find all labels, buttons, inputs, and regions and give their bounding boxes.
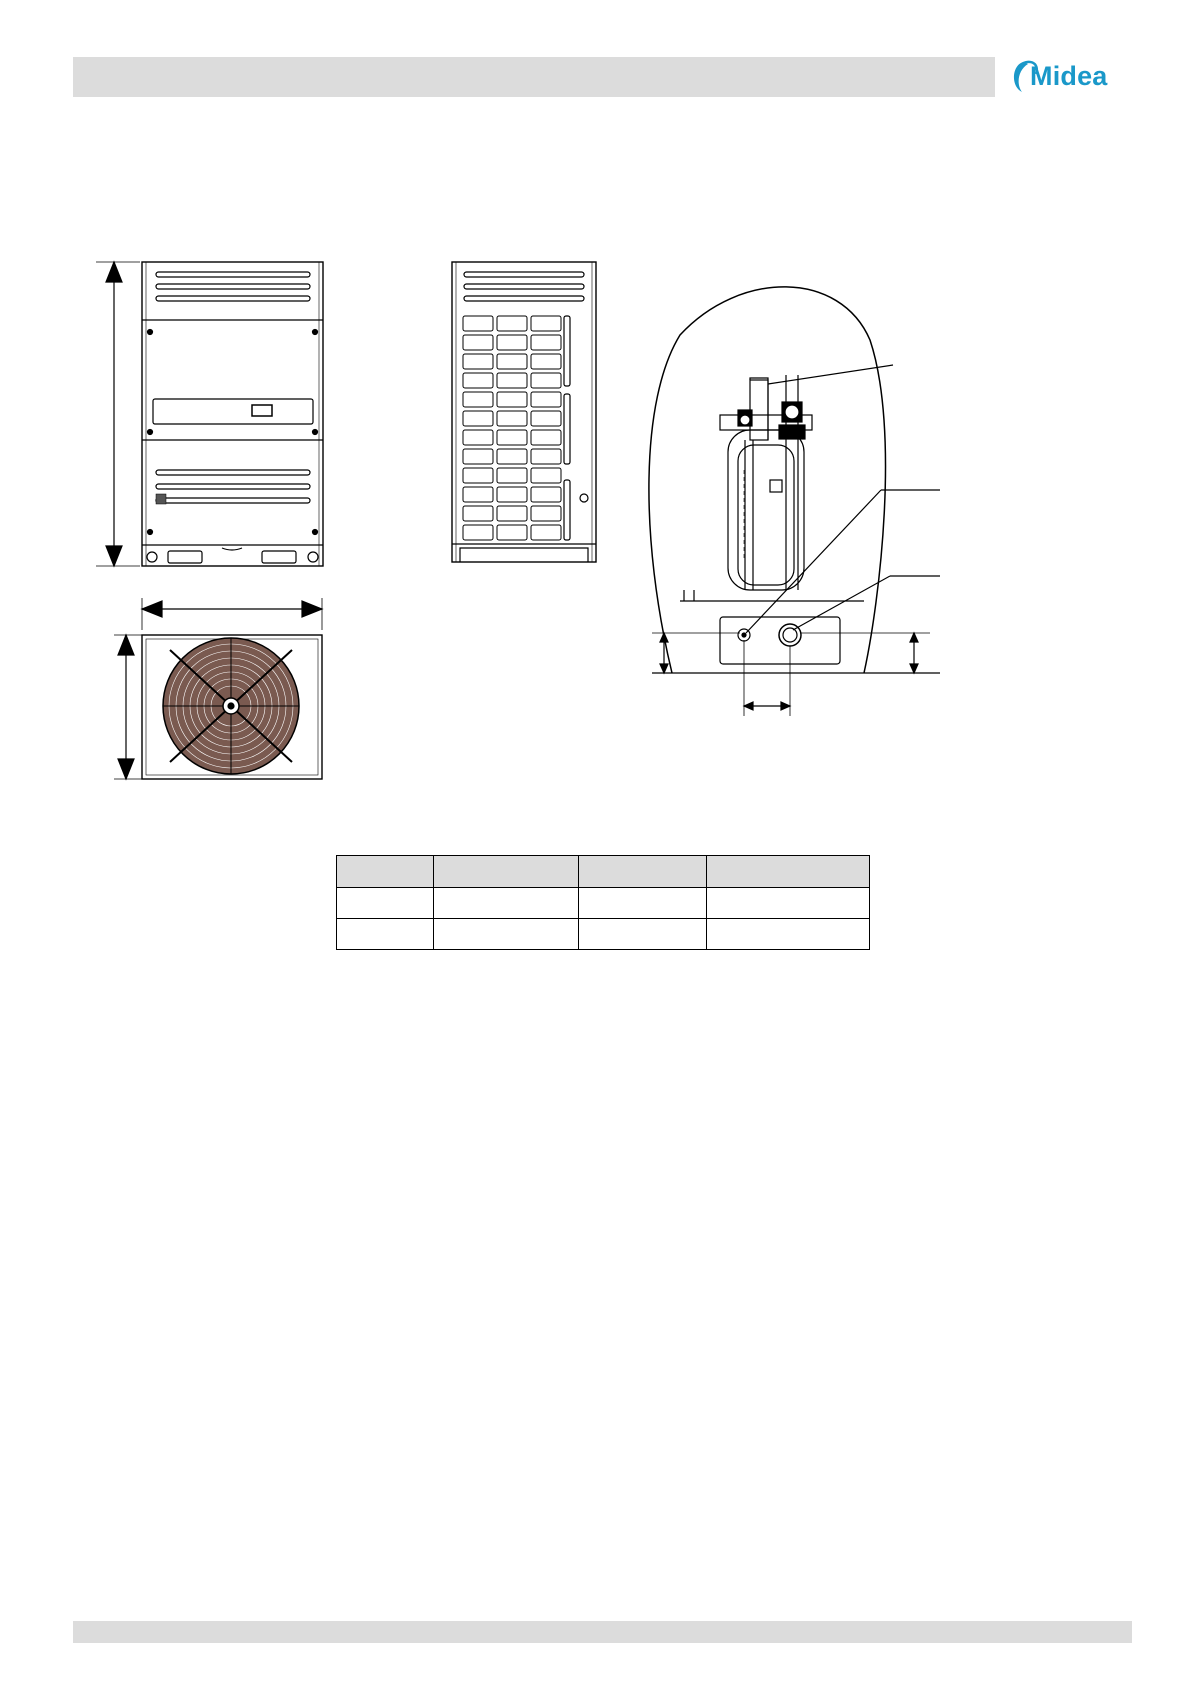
side-view-drawing [452,262,596,562]
front-view-drawing [96,262,323,566]
table-row [337,888,870,919]
top-view-drawing [114,598,322,779]
table-header-cell [579,856,707,888]
brand-name: Midea [1030,61,1108,91]
table-cell [579,919,707,950]
table-header-cell [707,856,870,888]
footer-bar [73,1621,1132,1643]
table-cell [337,888,434,919]
dimension-drawings [0,0,1191,800]
dimension-table [336,855,870,950]
pipe-connection-detail-drawing [649,287,940,716]
table-cell [337,919,434,950]
table-header-cell [337,856,434,888]
table-cell [434,919,579,950]
table-cell [579,888,707,919]
table-row [337,919,870,950]
table-cell [707,888,870,919]
table-cell [434,888,579,919]
table-cell [707,919,870,950]
table-header-row [337,856,870,888]
table-header-cell [434,856,579,888]
